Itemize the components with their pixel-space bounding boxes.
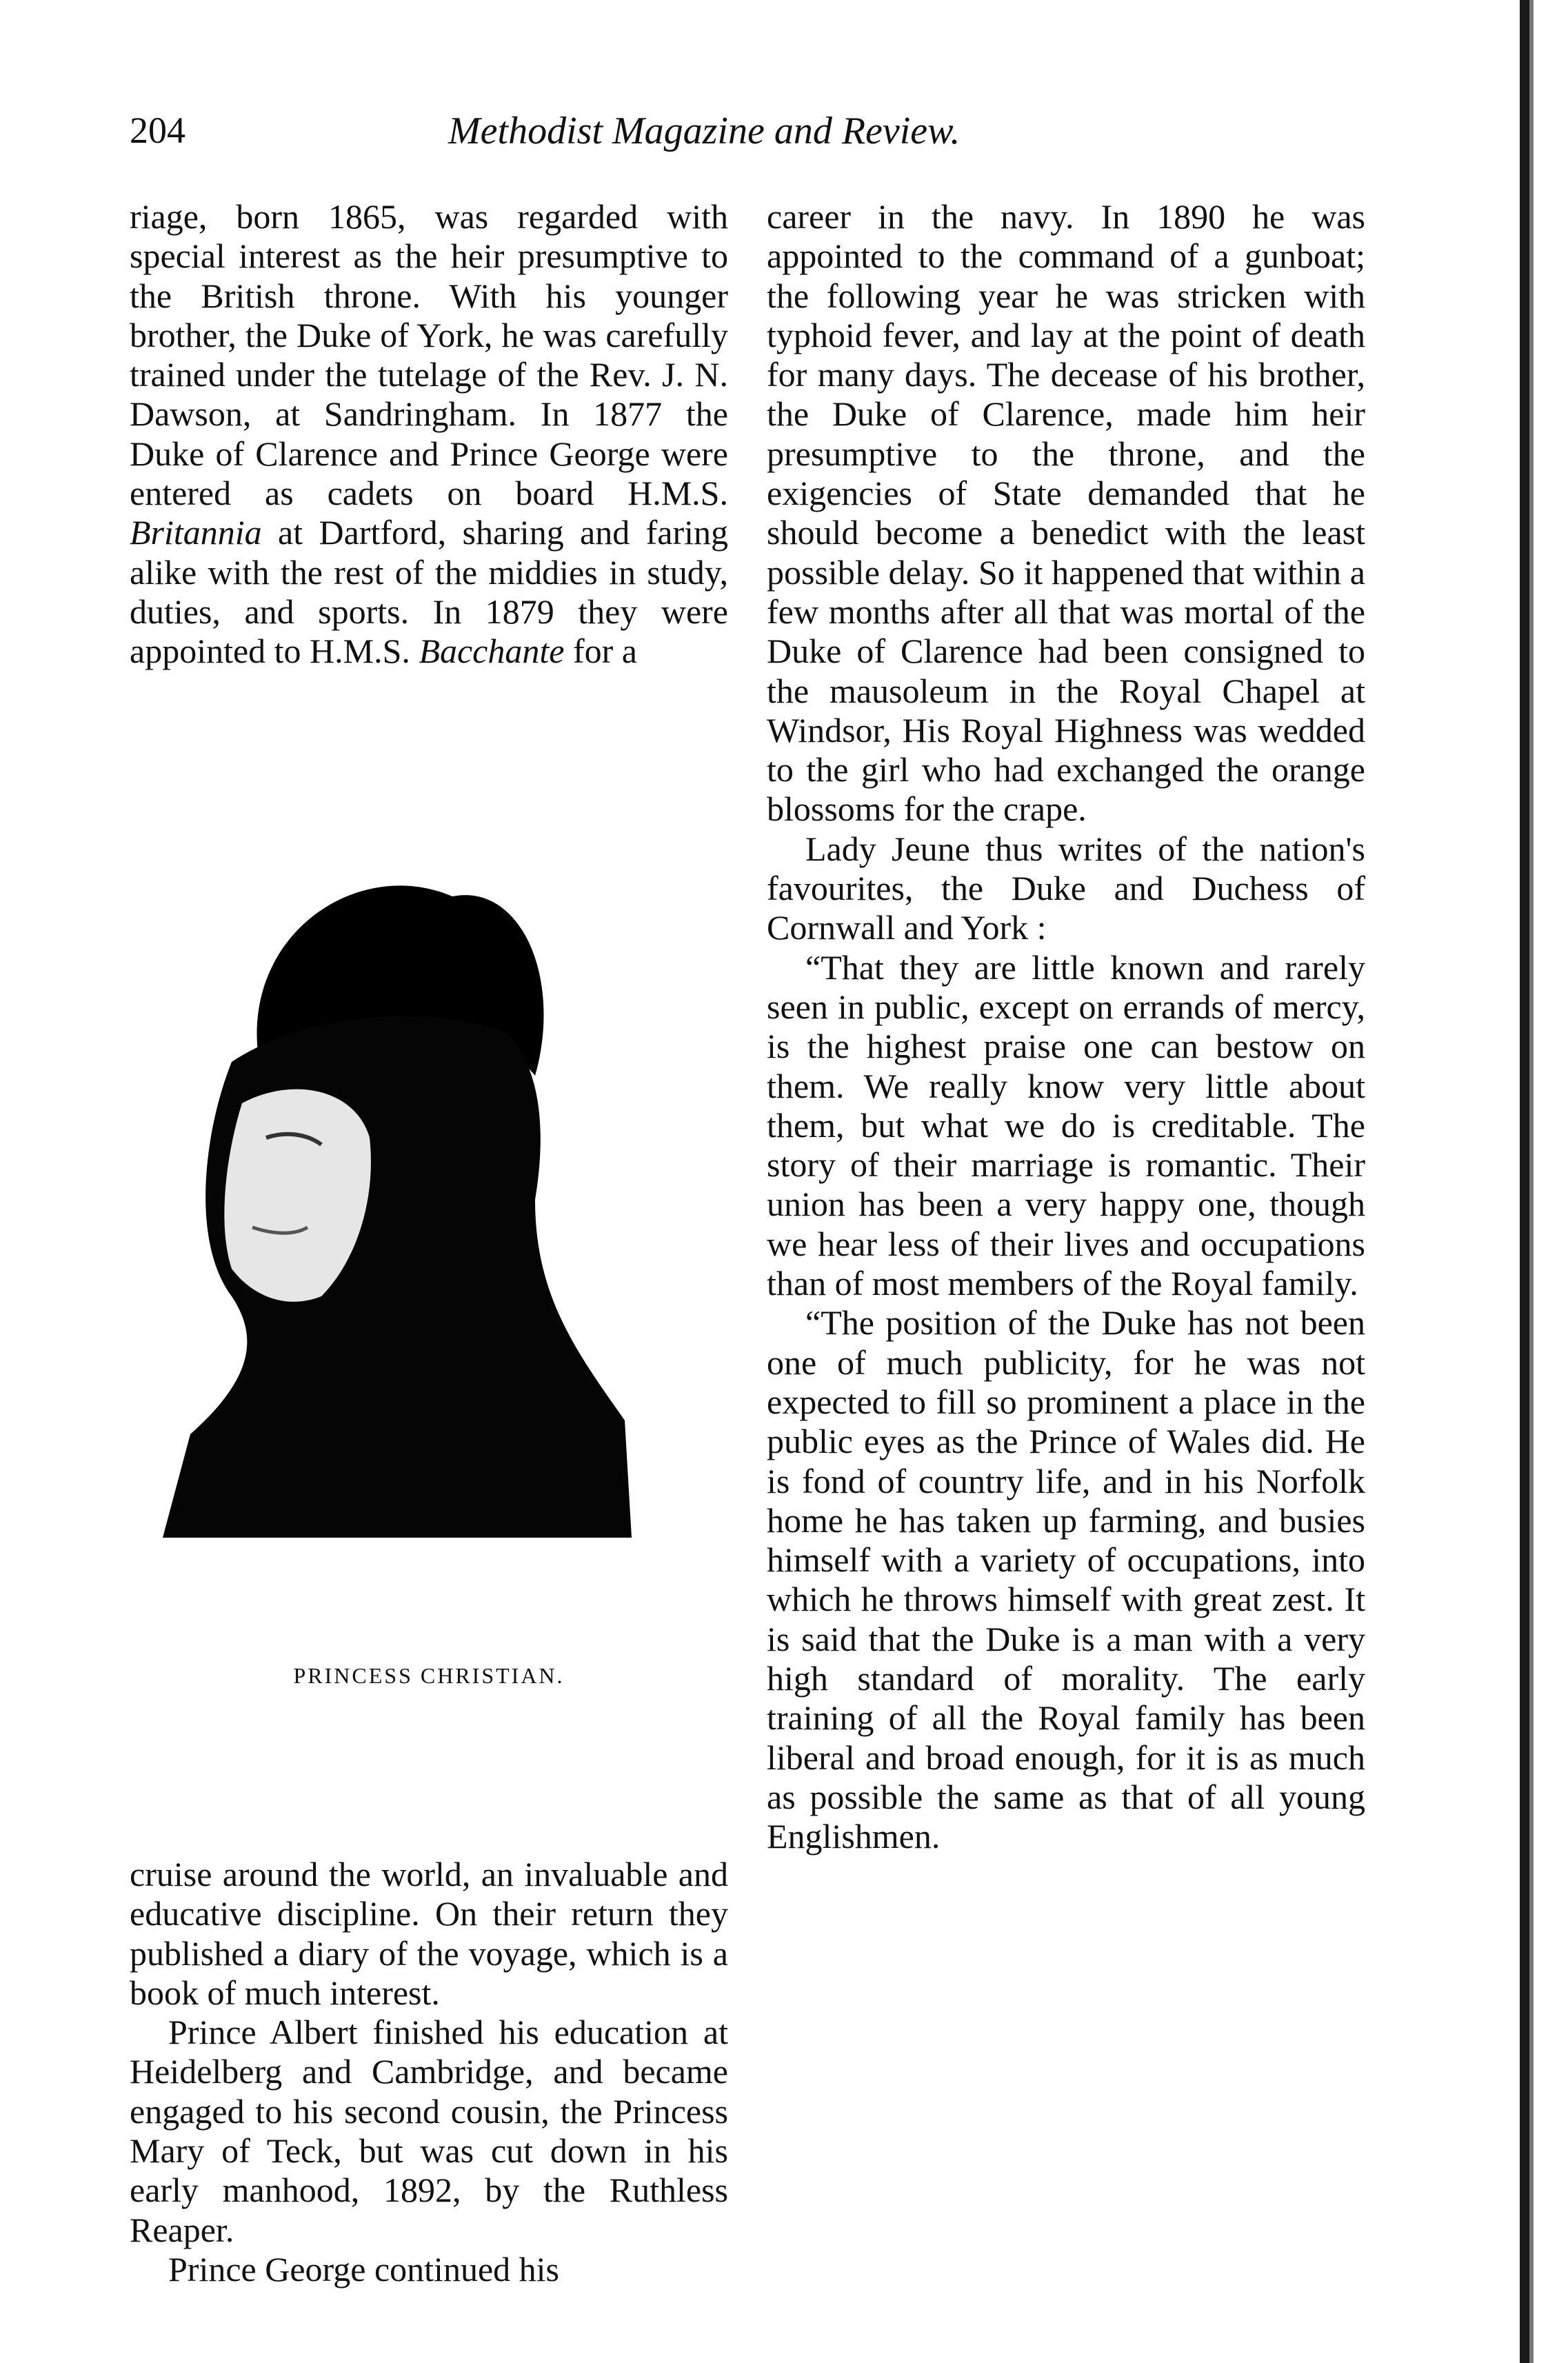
paragraph: riage, born 1865, was regarded with special interest as the heir presumptive to the British throne. With his younger brother, the Duke of York, he was carefully trained under the tutelage of the Rev. J. N. Dawson, at Sandringham. In 1877 the Duke of Clarence and Prince George were entered as cadets on board H.M.S. Britannia at Dartford, sharing and faring alike with the rest of the middies in study, duties, and sports. In 1879 they were appointed to H.M.S. Bacchante for a — [130, 197, 728, 671]
right-column — [767, 197, 1365, 1856]
paragraph: Prince Albert finished his education at Heidelberg and Cambridge, and became engaged to his second cousin, the Princess Mary of Teck, but was cut down in his early manhood, 1892, by the Ruthless Reaper. — [130, 2013, 728, 2249]
paragraph: “The position of the Duke has not been one of much publicity, for he was not expected to fill so prominent a place in the public eyes as the Prince of Wales did. He is fond of country life, and in his Norfolk home he has taken up farming, and busies himself with a variety of occupations, into which he throws himself with great zest. It is said that the Duke is a man with a very high standard of morality. The early training of all the Royal family has been liberal and broad enough, for it is as much as possible the same as that of all young Englishmen. — [767, 1303, 1365, 1856]
paragraph: cruise around the world, an invaluable and educative discipline. On their return they published a diary of the voyage, which is a book of much interest. — [130, 1855, 728, 2012]
running-head: Methodist Magazine and Review. — [448, 110, 961, 152]
paragraph: Prince George continued his — [168, 2249, 559, 2289]
paragraph: career in the navy. In 1890 he was appointed to the command of a gunboat; the following year he was stricken with typhoid fever, and lay at the point of death for many days. The decease of his brother, the Duke of Clarence, made him heir presumptive to the throne, and the exigencies of State demanded that he should become a benedict with the least possible delay. So it happened that within a few months after all that was mortal of the Duke of Clarence had been consigned to the mausoleum in the Royal Chapel at Windsor, His Royal Highness was wedded to the girl who had exchanged the orange blossoms for the crape. — [767, 197, 1365, 829]
figure-caption: PRINCESS CHRISTIAN. — [293, 1663, 565, 1688]
paragraph: Lady Jeune thus writes of the nation's favourites, the Duke and Duchess of Cornwall and York : — [767, 829, 1365, 947]
page-edge-shadow — [1514, 0, 1542, 2363]
portrait-figure — [149, 814, 645, 1641]
left-column-bottom — [130, 1855, 728, 2289]
page-number: 204 — [130, 110, 185, 151]
left-column-top — [130, 197, 728, 672]
paragraph: “That they are little known and rarely seen in public, except on errands of mercy, is the highest praise one can bestow on them. We really know very little about them, but what we do is creditable. The story of their marriage is romantic. Their union has been a very happy one, though we hear less of their lives and occupations than of most members of the Royal family. — [767, 947, 1365, 1303]
